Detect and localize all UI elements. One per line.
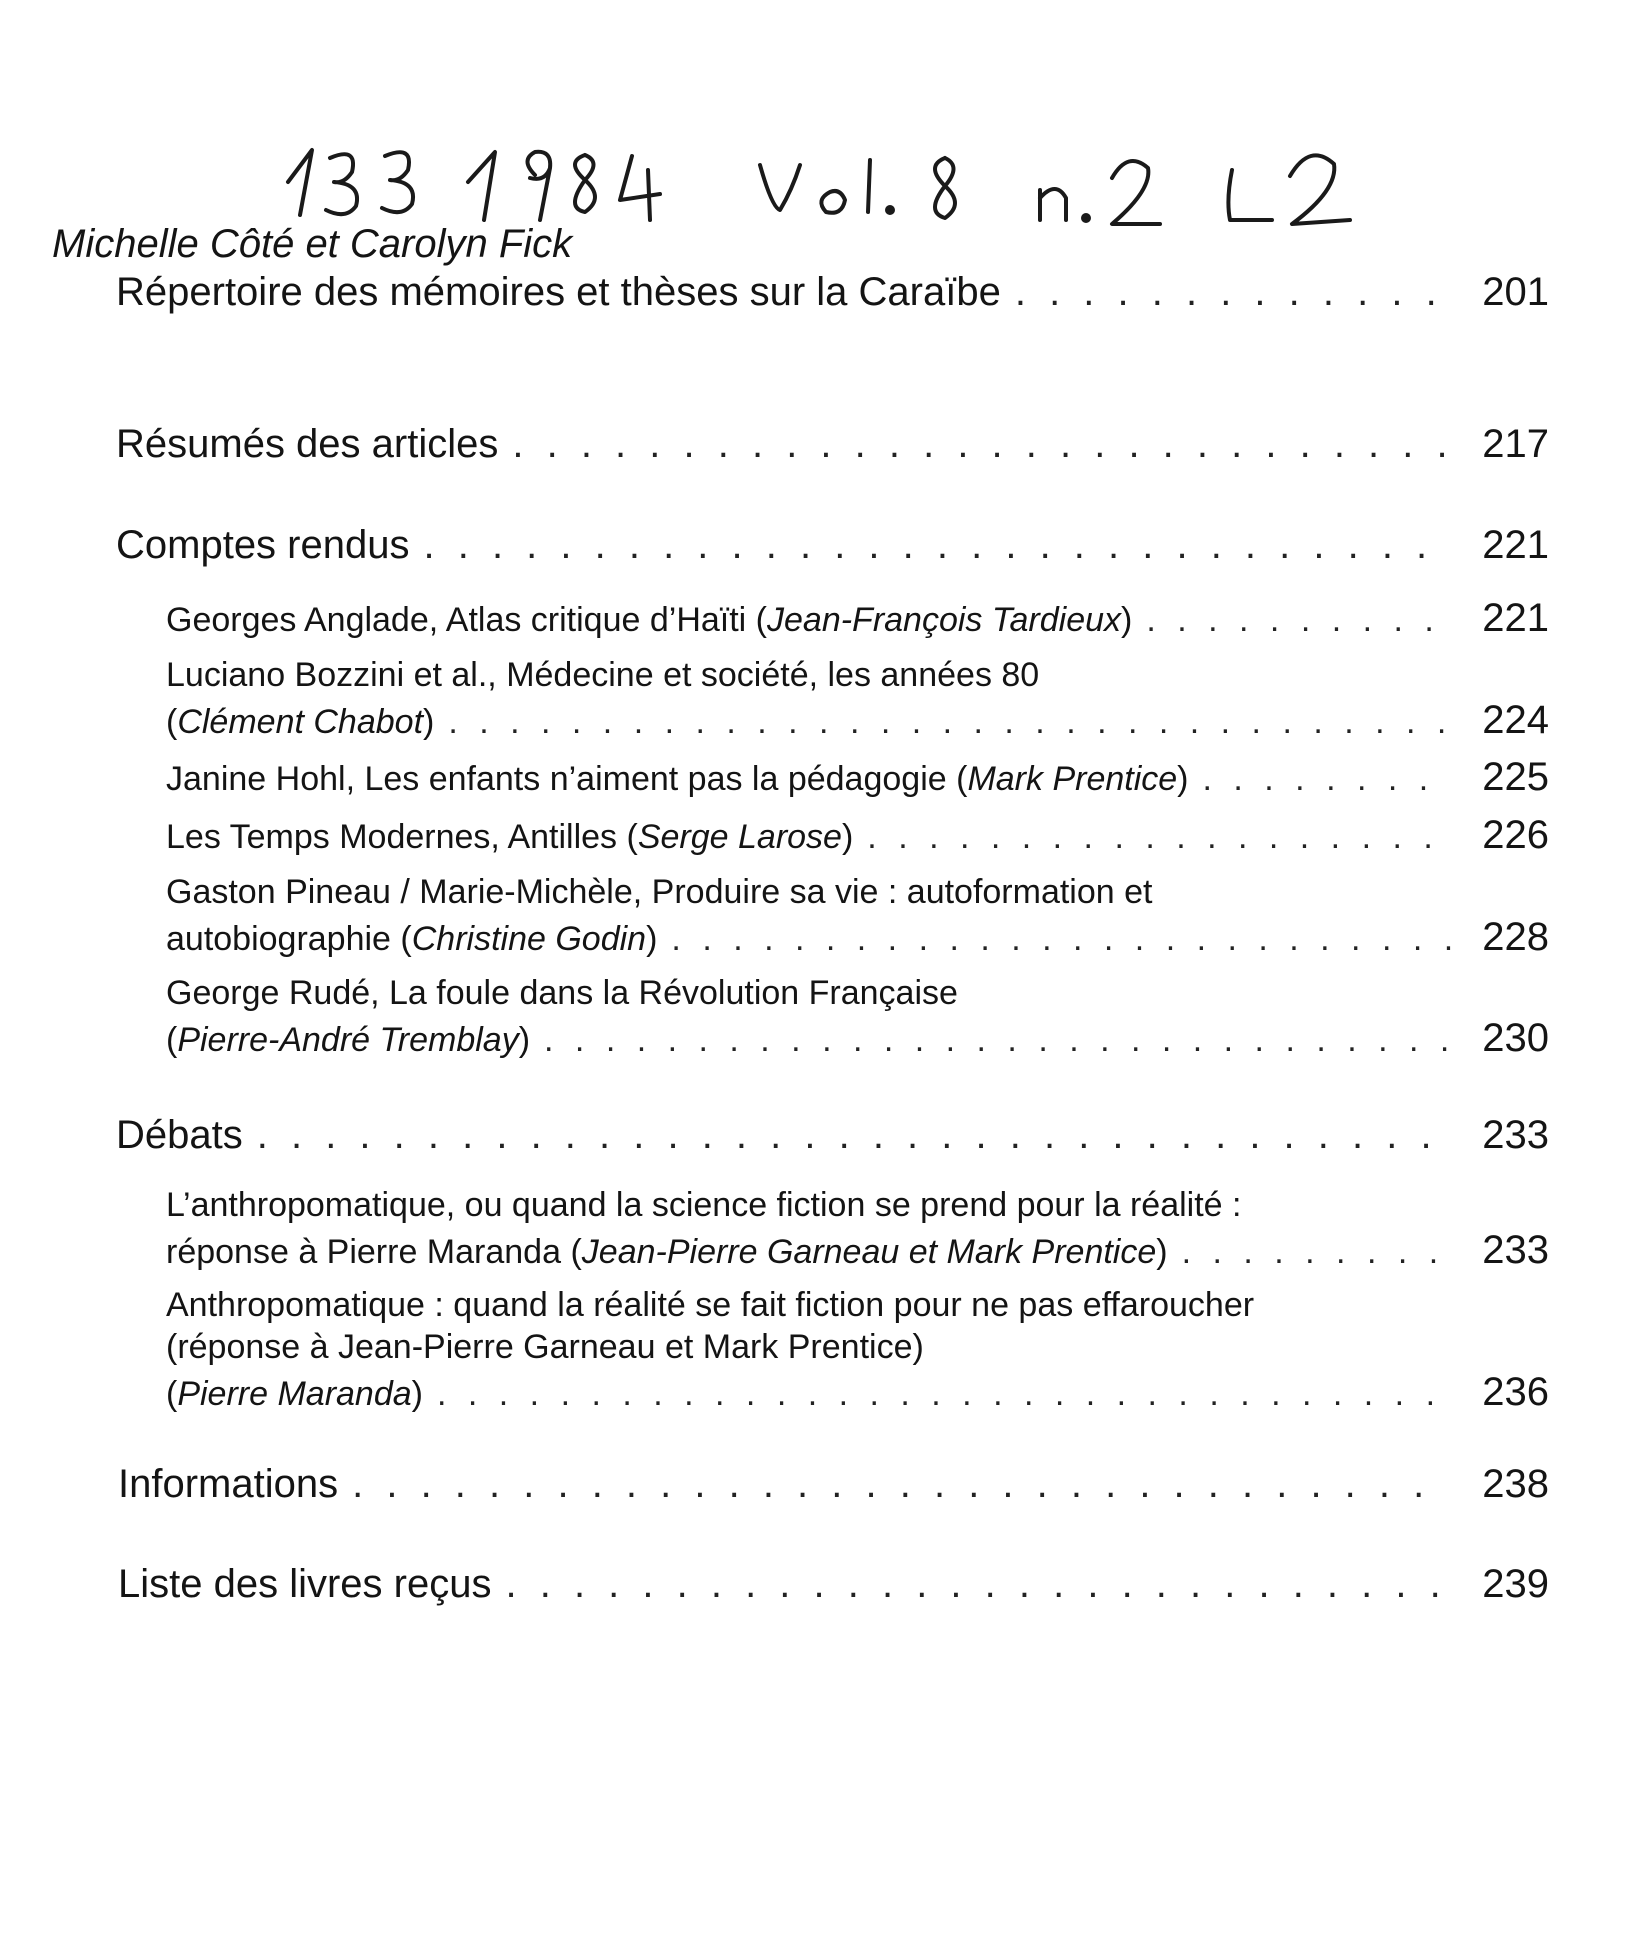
entry-text: Gaston Pineau / Marie-Michèle, Produire sa vie : autoformation et (166, 873, 1153, 911)
toc-entry-informations[interactable] (118, 1462, 1549, 1507)
toc-entry-hohl[interactable] (166, 755, 1549, 800)
page-number: 228 (1482, 915, 1549, 959)
toc-entry-anthropomatique-1[interactable] (166, 1228, 1549, 1273)
page-number: 221 (1482, 523, 1549, 567)
toc-entry-anglade[interactable] (166, 596, 1549, 641)
reviewer: Pierre-André Tremblay (177, 1021, 519, 1059)
page-number: 236 (1482, 1370, 1549, 1414)
entry-text: L’anthropomatique, ou quand la science fiction se prend pour la réalité : (166, 1186, 1242, 1224)
page-number: 217 (1482, 422, 1549, 466)
page-number: 238 (1482, 1462, 1549, 1506)
entry-title: Liste des livres reçus (118, 1562, 492, 1606)
entry-text: Luciano Bozzini et al., Médecine et société, les années 80 (166, 656, 1040, 694)
reviewer: Jean-François Tardieux (767, 601, 1122, 639)
dot-leader (1203, 760, 1452, 799)
entry-text: Janine Hohl, Les enfants n’aiment pas la pédagogie (Mark Prentice) (166, 760, 1189, 798)
reviewer: Serge Larose (637, 818, 842, 856)
toc-entry-rude-line1[interactable] (166, 974, 1549, 1013)
toc-entry-bozzini-line1[interactable] (166, 656, 1549, 695)
dot-leader (671, 920, 1451, 959)
dot-leader (1146, 601, 1451, 640)
entry-title: Répertoire des mémoires et thèses sur la Caraïbe (116, 270, 1001, 314)
entry-title: Débats (116, 1113, 243, 1157)
dot-leader (1015, 270, 1451, 315)
page-number: 221 (1482, 596, 1549, 640)
toc-entry-resumes[interactable] (116, 422, 1549, 467)
reviewer: Jean-Pierre Garneau et Mark Prentice (581, 1233, 1157, 1271)
toc-entry-comptes-rendus[interactable] (116, 523, 1549, 568)
entry-text: (Clément Chabot) (166, 703, 435, 741)
entry-text: autobiographie (Christine Godin) (166, 920, 658, 958)
dot-leader (1182, 1233, 1451, 1272)
toc-entry-livres-recus[interactable] (118, 1562, 1549, 1607)
entry-text: Georges Anglade, Atlas critique d’Haïti (Jean-François Tardieux) (166, 601, 1133, 639)
toc-entry-pineau[interactable] (166, 915, 1549, 960)
entry-text: Anthropomatique : quand la réalité se fait fiction pour ne pas effaroucher (166, 1286, 1255, 1324)
entry-text: réponse à Pierre Maranda (Jean-Pierre Garneau et Mark Prentice) (166, 1233, 1168, 1271)
dot-leader (867, 818, 1451, 857)
dot-leader (505, 1562, 1451, 1607)
dot-leader (544, 1021, 1451, 1060)
page-number: 233 (1482, 1228, 1549, 1272)
page-number: 239 (1482, 1562, 1549, 1606)
dot-leader (437, 1375, 1451, 1414)
toc-entry-anthropomatique-1-line1[interactable] (166, 1186, 1549, 1225)
page-number: 226 (1482, 813, 1549, 857)
toc-entry-bozzini[interactable] (166, 698, 1549, 743)
entry-text: (réponse à Jean-Pierre Garneau et Mark Prentice) (166, 1328, 924, 1366)
dot-leader (448, 703, 1451, 742)
toc-entry-rude[interactable] (166, 1016, 1549, 1061)
toc-entry-debats[interactable] (116, 1113, 1549, 1158)
toc-entry-anthropomatique-2-line2[interactable] (166, 1328, 1549, 1367)
reviewer: Christine Godin (411, 920, 647, 958)
dot-leader (257, 1113, 1451, 1158)
toc-entry-anthropomatique-2[interactable] (166, 1370, 1549, 1415)
entry-text: Les Temps Modernes, Antilles (Serge Larose) (166, 818, 854, 856)
entry-text: (Pierre-André Tremblay) (166, 1021, 531, 1059)
reviewer: Pierre Maranda (177, 1375, 412, 1413)
toc-entry-anthropomatique-2-line1[interactable] (166, 1286, 1549, 1325)
page-number: 225 (1482, 755, 1549, 799)
entry-text: (Pierre Maranda) (166, 1375, 423, 1413)
reviewer: Clément Chabot (177, 703, 424, 741)
entry-text: George Rudé, La foule dans la Révolution Française (166, 974, 958, 1012)
entry-title: Comptes rendus (116, 523, 410, 567)
dot-leader (352, 1462, 1451, 1507)
toc-entry-repertoire[interactable] (116, 270, 1549, 315)
page-number: 201 (1482, 270, 1549, 314)
authors: Michelle Côté et Carolyn Fick (52, 222, 573, 266)
page-number: 233 (1482, 1113, 1549, 1157)
page-number: 230 (1482, 1016, 1549, 1060)
dot-leader (423, 523, 1451, 568)
toc-entry-pineau-line1[interactable] (166, 873, 1549, 912)
dot-leader (512, 422, 1451, 467)
reviewer: Mark Prentice (967, 760, 1178, 798)
entry-title: Résumés des articles (116, 422, 499, 466)
entry-title: Informations (118, 1462, 339, 1506)
toc-entry-temps-modernes[interactable] (166, 813, 1549, 858)
page-number: 224 (1482, 698, 1549, 742)
